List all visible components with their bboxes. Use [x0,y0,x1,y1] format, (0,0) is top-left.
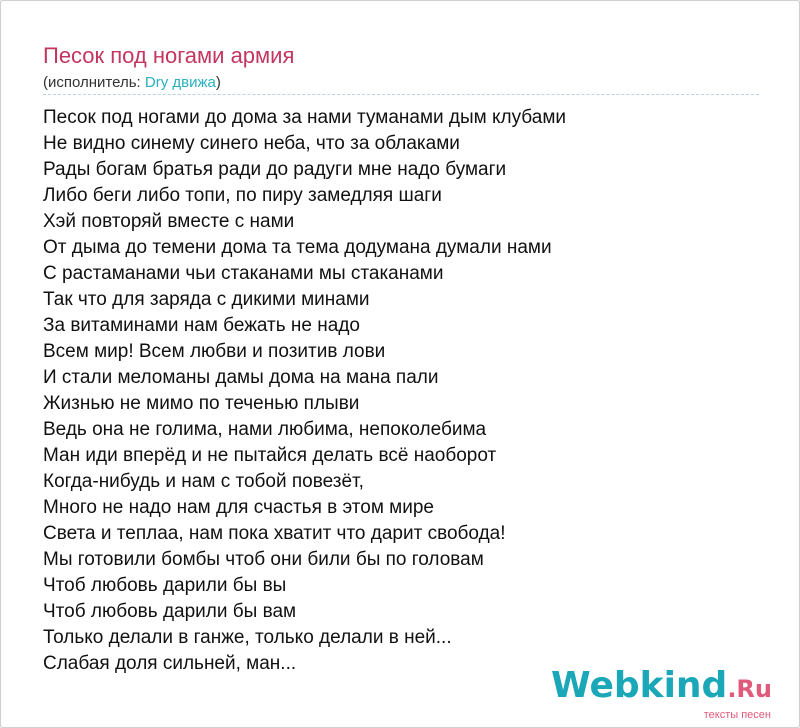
lyric-line: Жизнью не мимо по теченью плыви [43,393,360,414]
lyric-line: Мы готовили бомбы чтоб они били бы по головам [43,549,484,570]
lyric-line: С растаманами чьи стаканами мы стаканами [43,263,444,284]
lyric-line: Чтоб любовь дарили бы вы [43,575,287,596]
lyric-line: Света и теплаа, нам пока хватит что дарит свобода! [43,523,506,544]
song-title[interactable]: Песок под ногами армия [43,43,295,68]
lyric-line: Много не надо нам для счастья в этом мире [43,497,434,518]
lyric-line: За витаминами нам бежать не надо [43,315,360,336]
lyric-line: Слабая доля сильней, ман... [43,653,297,674]
lyric-line: Всем мир! Всем любви и позитив лови [43,341,386,362]
lyric-line: Хэй повторяй вместе с нами [43,211,295,232]
artist-line [43,74,221,91]
lyric-line: Не видно синему синего неба, что за облаками [43,133,460,154]
lyric-line: Ман иди вперёд и не пытайся делать всё наоборот [43,445,497,466]
artist-suffix: ) [215,74,221,91]
artist-prefix: (исполнитель: [43,74,145,91]
lyrics-list [43,105,566,677]
logo-tagline: тексты песен [703,709,771,721]
lyric-line: Песок под ногами до дома за нами туманами дым клубами [43,107,567,128]
logo-tld-text: .Ru [727,675,772,703]
lyric-line: Только делали в ганже, только делали в ней... [43,627,452,648]
lyric-line: От дыма до темени дома та тема додумана думали нами [43,237,552,258]
lyric-line: Либо беги либо топи, по пиру замедляя шаги [43,185,442,206]
divider [43,94,759,95]
site-logo[interactable] [551,665,772,706]
lyric-line: Ведь она не голима, нами любима, непоколебима [43,419,487,440]
artist-link[interactable]: Dry движа [144,74,216,91]
lyric-line: И стали меломаны дамы дома на мана пали [43,367,439,388]
lyric-line: Чтоб любовь дарили бы вам [43,601,297,622]
logo-main-text: Webkind [551,665,728,706]
lyric-line: Когда-нибудь и нам с тобой повезёт, [43,471,364,492]
lyric-line: Так что для заряда с дикими минами [43,289,370,310]
lyric-line: Рады богам братья ради до радуги мне надо бумаги [43,159,507,180]
